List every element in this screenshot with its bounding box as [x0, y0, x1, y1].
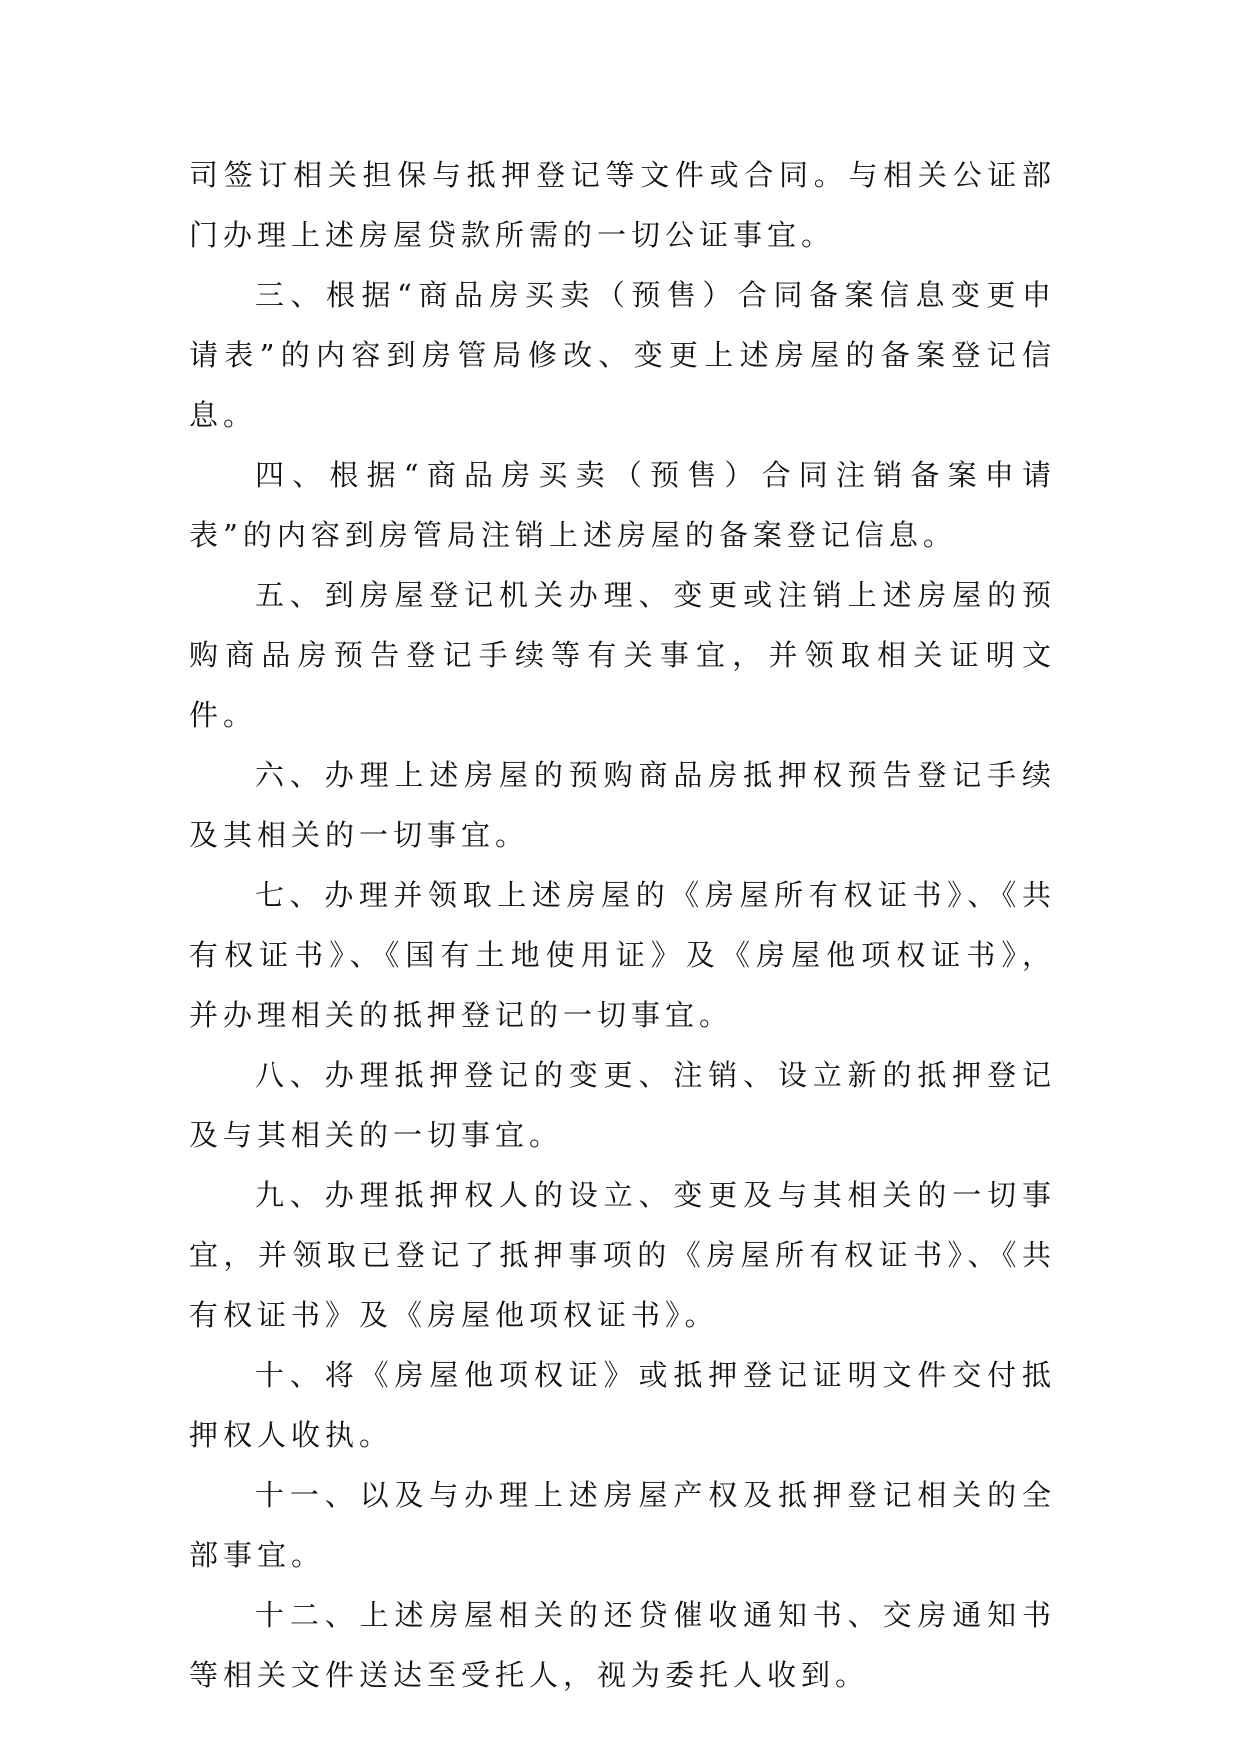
paragraph-item-12: 十二、上述房屋相关的还贷催收通知书、交房通知书等相关文件送达至受托人，视为委托人收到。: [189, 1598, 1056, 1692]
document-body: [189, 145, 1056, 1705]
paragraph-item-5: 五、到房屋登记机关办理、变更或注销上述房屋的预购商品房预告登记手续等有关事宜，并领取相关证明文件。: [189, 578, 1056, 732]
paragraph-item-4: 四、根据“商品房买卖（预售）合同注销备案申请表”的内容到房管局注销上述房屋的备案登记信息。: [189, 458, 1056, 552]
paragraph-item-7: 七、办理并领取上述房屋的《房屋所有权证书》、《共有权证书》、《国有土地使用证》及《房屋他项权证书》，并办理相关的抵押登记的一切事宜。: [189, 878, 1056, 1032]
paragraph-item-3: 三、根据“商品房买卖（预售）合同备案信息变更申请表”的内容到房管局修改、变更上述房屋的备案登记信息。: [189, 278, 1056, 432]
paragraph-item-8: 八、办理抵押登记的变更、注销、设立新的抵押登记及与其相关的一切事宜。: [189, 1058, 1056, 1152]
paragraph-item-11: 十一、以及与办理上述房屋产权及抵押登记相关的全部事宜。: [189, 1478, 1056, 1572]
paragraph-item-9: 九、办理抵押权人的设立、变更及与其相关的一切事宜，并领取已登记了抵押事项的《房屋所有权证书》、《共有权证书》及《房屋他项权证书》。: [189, 1178, 1056, 1332]
paragraph-continuation: 司签订相关担保与抵押登记等文件或合同。与相关公证部门办理上述房屋贷款所需的一切公证事宜。: [189, 158, 1056, 252]
paragraph-item-6: 六、办理上述房屋的预购商品房抵押权预告登记手续及其相关的一切事宜。: [189, 758, 1056, 852]
paragraph-item-10: 十、将《房屋他项权证》或抵押登记证明文件交付抵押权人收执。: [189, 1358, 1056, 1452]
